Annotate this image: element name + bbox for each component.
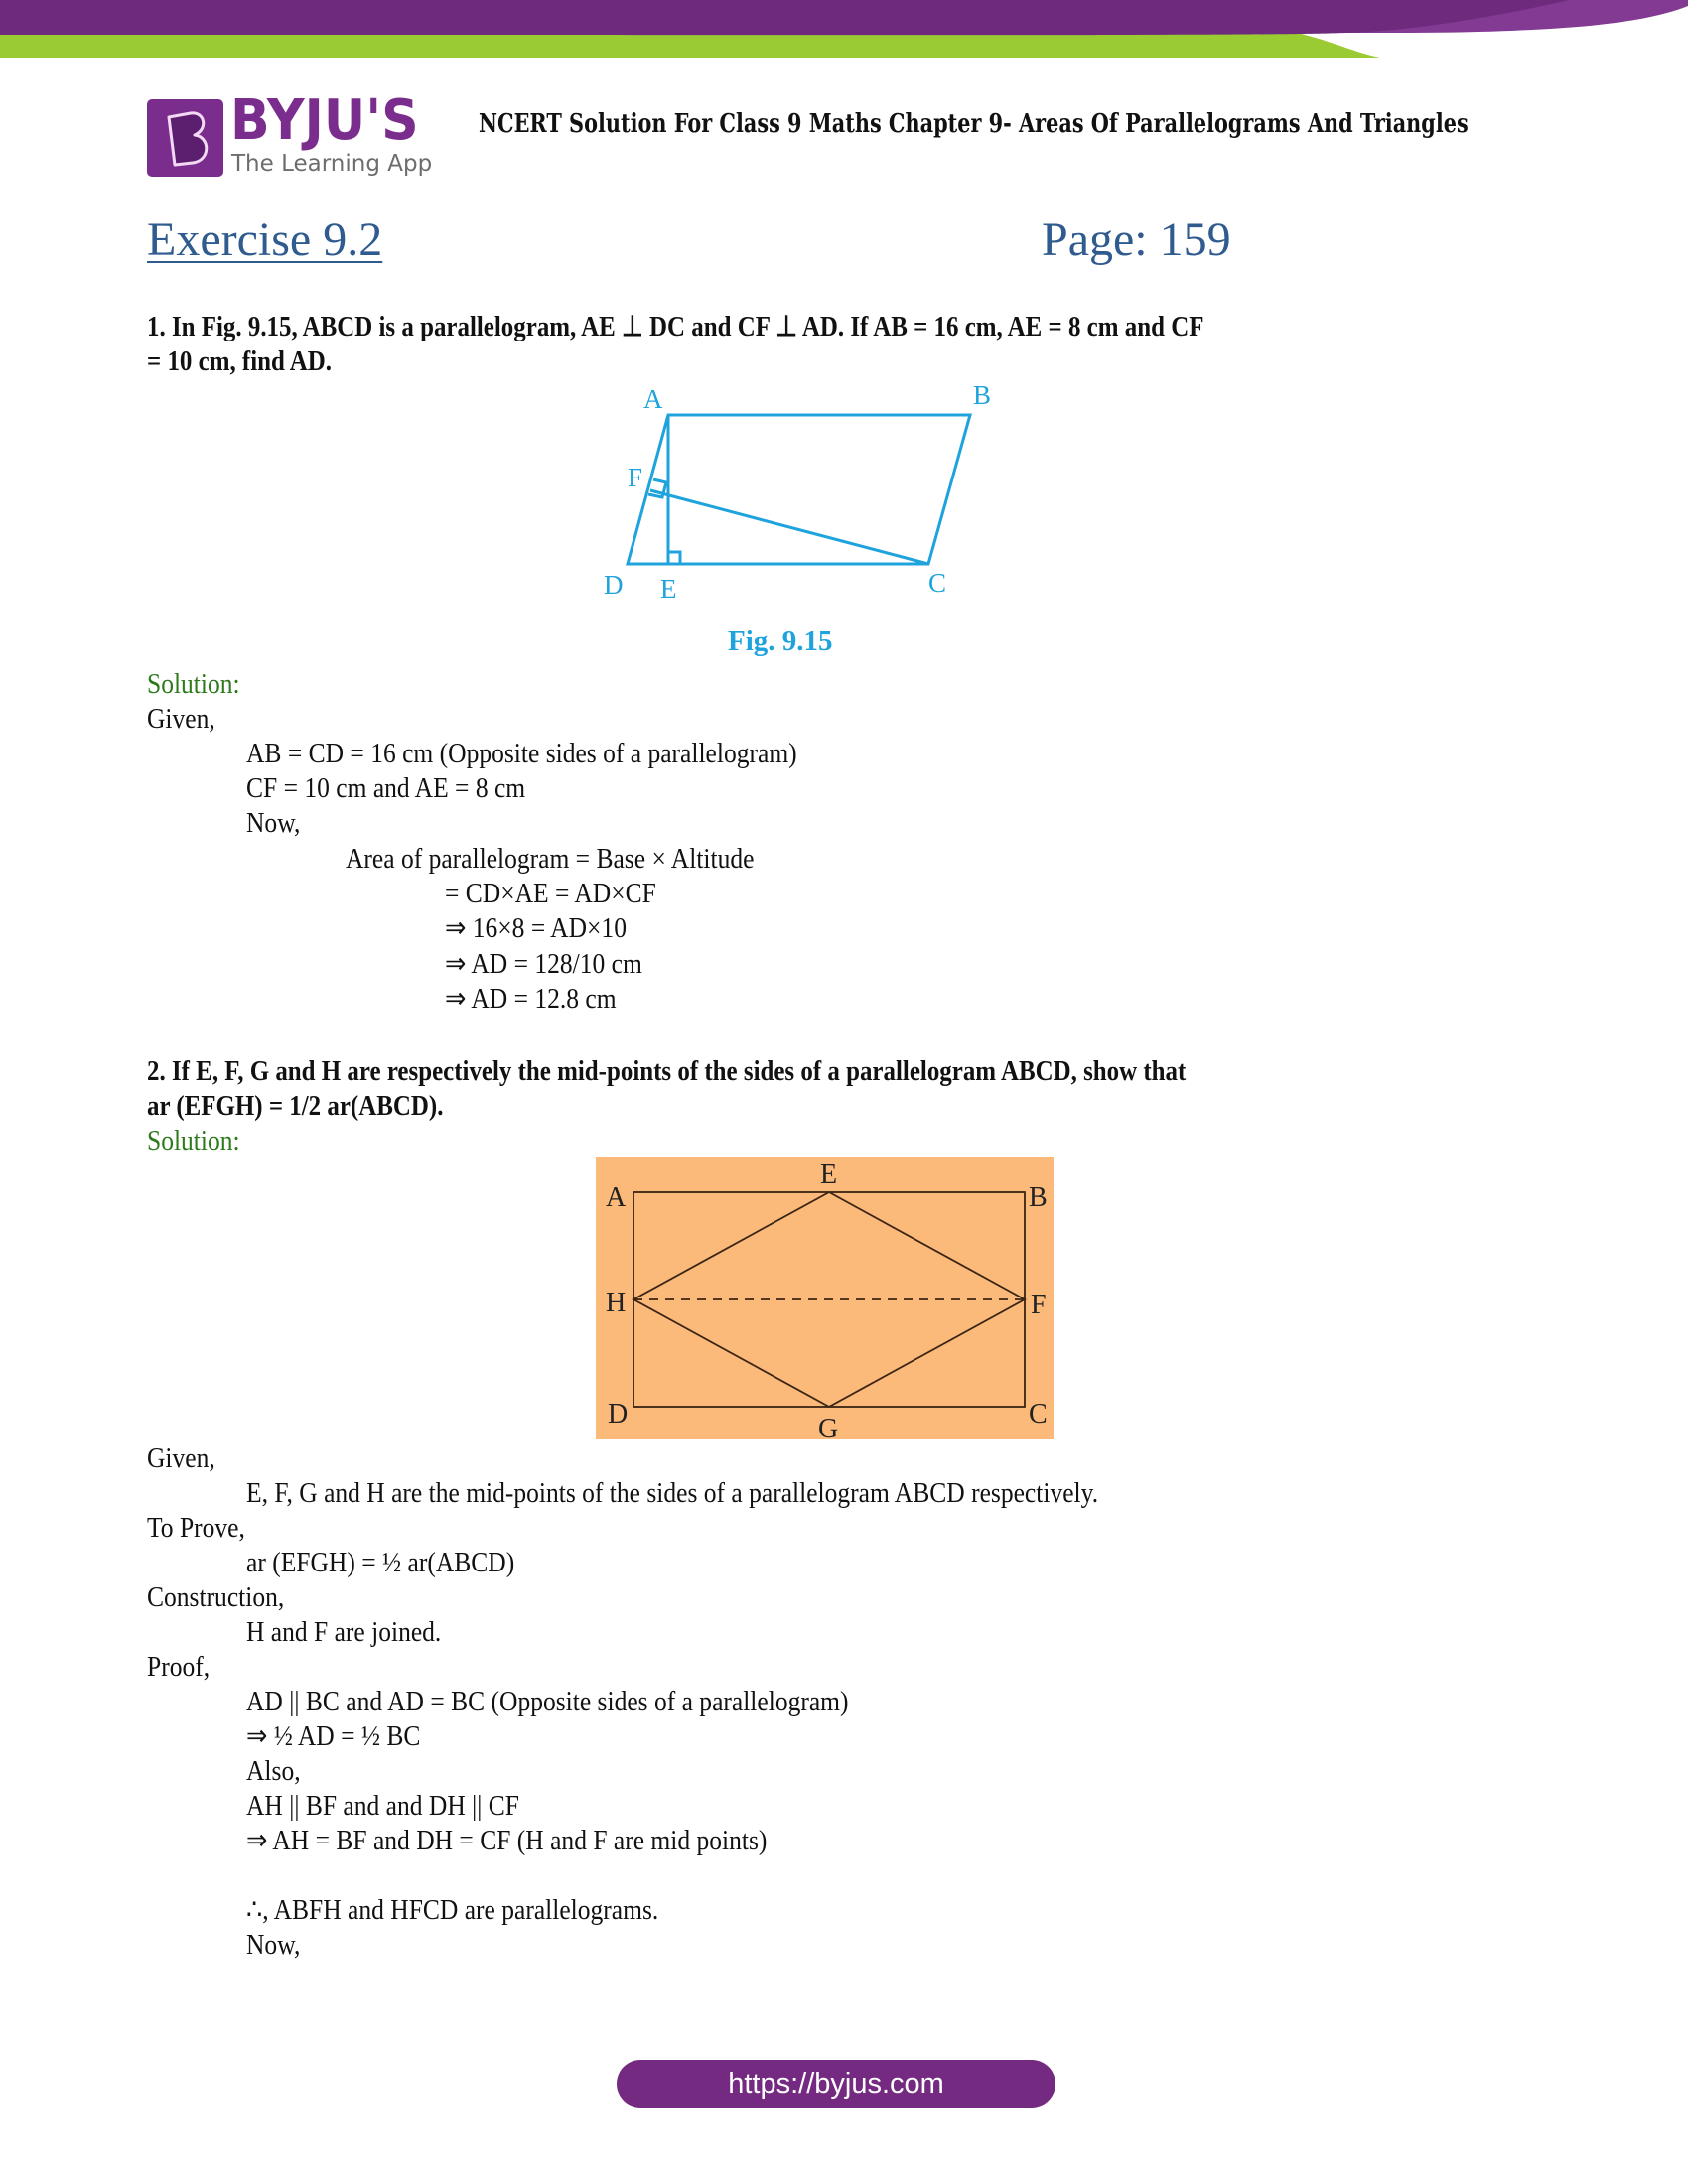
- q2-line: ∴, ABFH and HFCD are parallelograms.: [246, 1894, 659, 1926]
- q1-text-line1: 1. In Fig. 9.15, ABCD is a parallelogram, AE ⊥ DC and CF ⊥ AD. If AB = 16 cm, AE = 8 cm and CF: [147, 311, 1204, 342]
- q2-line: ar (EFGH) = ½ ar(ABCD): [246, 1547, 515, 1578]
- figure-background: [596, 1157, 1054, 1439]
- q2-line: ⇒ AH = BF and DH = CF (H and F are mid points): [246, 1825, 768, 1856]
- q1-line: ⇒ 16×8 = AD×10: [445, 912, 627, 944]
- q1-solution-label: Solution:: [147, 668, 240, 700]
- q1-line: = CD×AE = AD×CF: [445, 878, 656, 909]
- q2-line: To Prove,: [147, 1512, 245, 1544]
- label-a: A: [606, 1182, 627, 1213]
- q2-line: Proof,: [147, 1651, 211, 1683]
- label-b: B: [1029, 1182, 1048, 1213]
- q2-text-line2: ar (EFGH) = 1/2 ar(ABCD).: [147, 1090, 444, 1122]
- figure-efgh: [596, 1157, 1054, 1439]
- q1-line: Area of parallelogram = Base × Altitude: [346, 843, 755, 875]
- label-c: C: [928, 568, 947, 598]
- label-e: E: [820, 1160, 838, 1190]
- q2-line: Now,: [246, 1929, 301, 1961]
- q2-line: AH || BF and and DH || CF: [246, 1790, 519, 1822]
- exercise-title: Exercise 9.2: [147, 213, 383, 266]
- figure-caption: Fig. 9.15: [728, 625, 833, 657]
- parallelogram-abcd: [628, 415, 970, 564]
- q1-line: AB = CD = 16 cm (Opposite sides of a parallelogram): [246, 738, 797, 769]
- q2-line: Also,: [246, 1755, 301, 1787]
- label-g: G: [818, 1414, 839, 1439]
- label-e: E: [660, 574, 677, 604]
- q1-line: Now,: [246, 807, 301, 839]
- q2-line: Given,: [147, 1442, 215, 1474]
- q2-line: ⇒ ½ AD = ½ BC: [246, 1720, 421, 1752]
- altitude-cf: [650, 490, 928, 564]
- right-angle-e: [668, 552, 680, 564]
- header-purple-band: [0, 0, 1569, 35]
- page-number: Page: 159: [1042, 213, 1231, 266]
- q2-text-line1: 2. If E, F, G and H are respectively the mid-points of the sides of a parallelogram ABCD, show that: [147, 1055, 1187, 1087]
- q1-line: Given,: [147, 703, 215, 735]
- label-b: B: [973, 380, 992, 410]
- q1-line: ⇒ AD = 12.8 cm: [445, 983, 617, 1015]
- q2-solution-label: Solution:: [147, 1125, 240, 1157]
- label-d: D: [604, 570, 624, 600]
- document-title: NCERT Solution For Class 9 Maths Chapter 9- Areas Of Parallelograms And Triangles: [479, 109, 1469, 139]
- brand-name: BYJU'S: [230, 88, 419, 153]
- brand-tagline: The Learning App: [231, 151, 433, 177]
- q1-text-line2: = 10 cm, find AD.: [147, 345, 333, 377]
- q2-line: Construction,: [147, 1581, 285, 1613]
- logo-b-icon: [147, 99, 223, 177]
- label-a: A: [643, 384, 663, 414]
- label-c: C: [1029, 1399, 1048, 1430]
- q2-line: AD || BC and AD = BC (Opposite sides of a parallelogram): [246, 1686, 849, 1717]
- header-banner: [0, 0, 1688, 69]
- footer-link[interactable]: [617, 2060, 1055, 2108]
- label-f: F: [628, 463, 643, 492]
- label-d: D: [608, 1399, 629, 1430]
- q2-line: E, F, G and H are the mid-points of the sides of a parallelogram ABCD respectively.: [246, 1477, 1099, 1509]
- label-f: F: [1031, 1290, 1047, 1320]
- figure-9-15: [576, 377, 1023, 675]
- q2-line: H and F are joined.: [246, 1616, 442, 1648]
- q1-line: CF = 10 cm and AE = 8 cm: [246, 772, 526, 804]
- label-h: H: [606, 1288, 627, 1318]
- q1-line: ⇒ AD = 128/10 cm: [445, 948, 642, 980]
- footer-url[interactable]: https://byjus.com: [728, 2067, 944, 2100]
